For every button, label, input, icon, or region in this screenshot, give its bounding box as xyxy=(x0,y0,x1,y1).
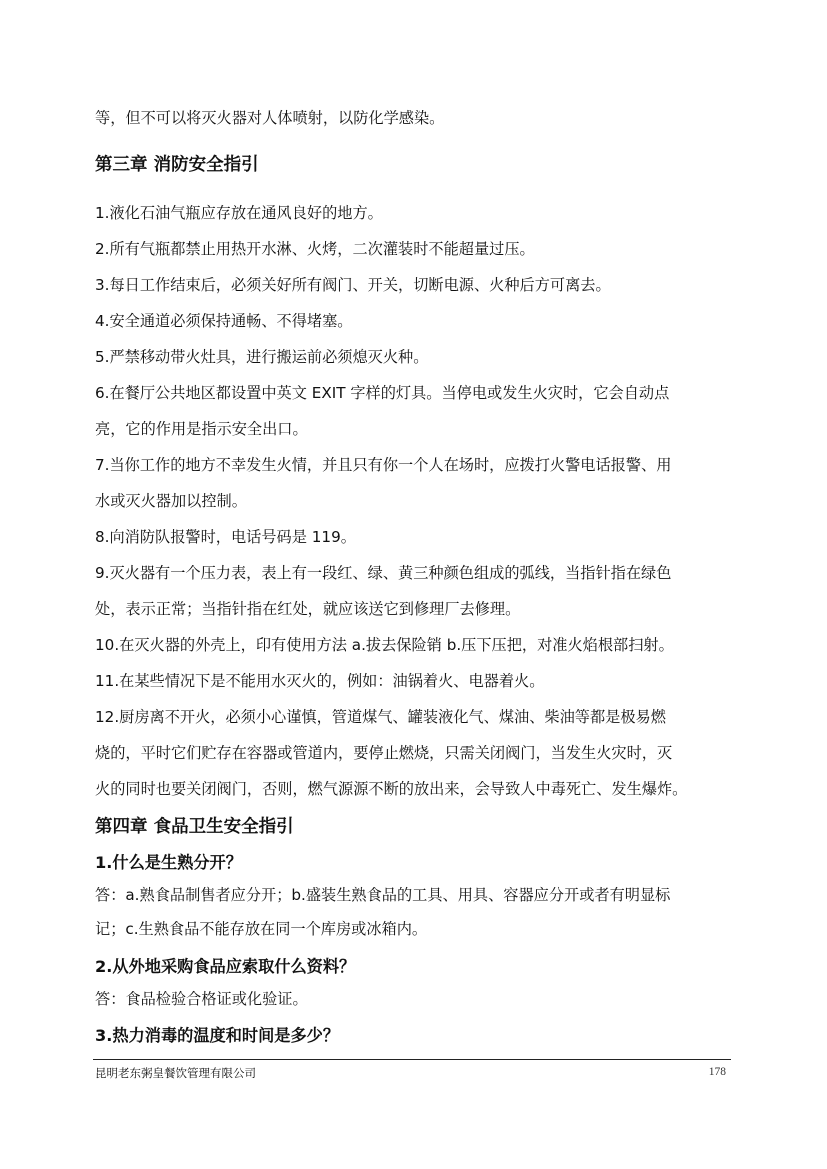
list-item-continuation: 火的同时也要关闭阀门，否则，燃气源源不断的放出来，会导致人中毒死亡、发生爆炸。 xyxy=(95,780,688,798)
list-item: 10.在灭火器的外壳上，印有使用方法 a.拔去保险销 b.压下压把，对准火焰根部扫射。 xyxy=(95,636,674,654)
list-item: 3.每日工作结束后，必须关好所有阀门、开关，切断电源、火种后方可离去。 xyxy=(95,276,611,294)
list-item-continuation: 烧的，平时它们贮存在容器或管道内，要停止燃烧，只需关闭阀门，当发生火灾时，灭 xyxy=(95,744,673,762)
list-item-continuation: 亮，它的作用是指示安全出口。 xyxy=(95,420,308,438)
list-item-continuation: 水或灭火器加以控制。 xyxy=(95,492,247,510)
page-number: 178 xyxy=(708,1066,726,1078)
list-item: 5.严禁移动带火灶具，进行搬运前必须熄灭火种。 xyxy=(95,348,429,366)
list-item: 7.当你工作的地方不幸发生火情，并且只有你一个人在场时，应拨打火警电话报警、用 xyxy=(95,456,672,474)
chapter-3-title: 第三章 消防安全指引 xyxy=(95,155,259,175)
answer-2: 答：食品检验合格证或化验证。 xyxy=(95,990,308,1008)
list-item: 9.灭火器有一个压力表，表上有一段红、绿、黄三种颜色组成的弧线，当指针指在绿色 xyxy=(95,564,672,582)
list-item: 2.所有气瓶都禁止用热开水淋、火烤，二次灌装时不能超量过压。 xyxy=(95,240,535,258)
question-3: 3.热力消毒的温度和时间是多少？ xyxy=(95,1026,340,1045)
footer-company-name: 昆明老东粥皇餐饮管理有限公司 xyxy=(95,1066,256,1080)
question-1: 1.什么是生熟分开？ xyxy=(95,853,242,872)
list-item: 1.液化石油气瓶应存放在通风良好的地方。 xyxy=(95,204,383,222)
list-item: 11.在某些情况下是不能用水灭火的，例如：油锅着火、电器着火。 xyxy=(95,672,545,690)
list-item: 6.在餐厅公共地区都设置中英文 EXIT 字样的灯具。当停电或发生火灾时，它会自动点 xyxy=(95,384,670,402)
list-item: 12.厨房离不开火，必须小心谨慎，管道煤气、罐装液化气、煤油、柴油等都是极易燃 xyxy=(95,708,666,726)
footer-divider xyxy=(93,1059,731,1060)
intro-text: 等，但不可以将灭火器对人体喷射，以防化学感染。 xyxy=(95,109,445,127)
answer-1-line-2: 记；c.生熟食品不能存放在同一个库房或冰箱内。 xyxy=(95,920,428,938)
list-item: 4.安全通道必须保持通畅、不得堵塞。 xyxy=(95,312,353,330)
list-item-continuation: 处，表示正常；当指针指在红处，就应该送它到修理厂去修理。 xyxy=(95,600,521,618)
answer-1-line-1: 答：a.熟食品制售者应分开；b.盛装生熟食品的工具、用具、容器应分开或者有明显标 xyxy=(95,886,671,904)
list-item: 8.向消防队报警时，电话号码是 119。 xyxy=(95,528,356,546)
question-2: 2.从外地采购食品应索取什么资料？ xyxy=(95,957,356,976)
chapter-4-title: 第四章 食品卫生安全指引 xyxy=(95,817,294,837)
